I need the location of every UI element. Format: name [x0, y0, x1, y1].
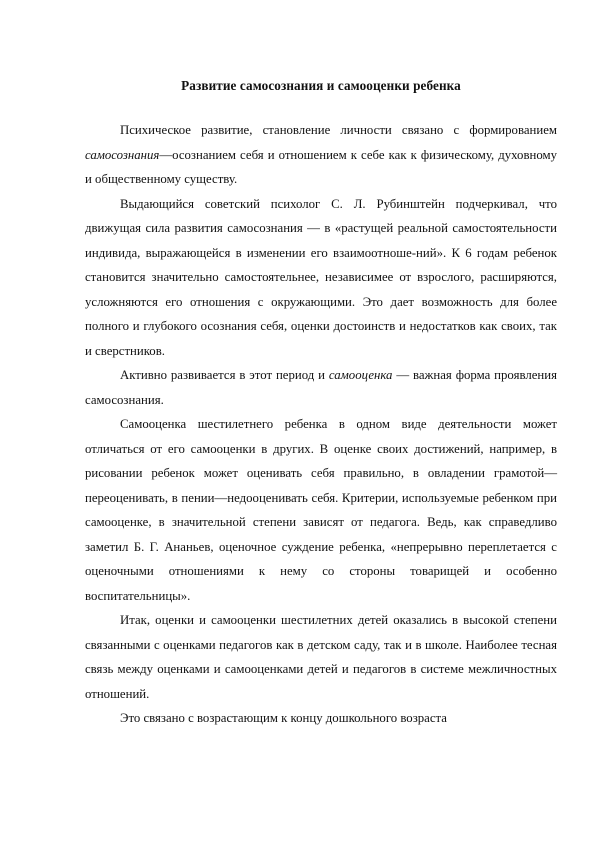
italic-term: самосознания [85, 147, 160, 162]
paragraph-text: Самооценка шестилетнего ребенка в одном виде деятельности может отличаться от его самооценки в других. В оценке своих достижений, например, в рисовании ребенок может оценивать себя правильно, в овладении грамотой—переоценивать, в пении—недооценивать себя. Критерии, используемые ребенком при самооценке, в значительной степени зависят от педагога. Ведь, как справедливо заметил Б. Г. Ананьев, оценочное суждение ребенка, «непрерывно переплетается с оценочными отношениями к нему со стороны товарищей и особенно воспитательницы». [85, 417, 557, 603]
paragraph-text: Активно развивается в этот период и [120, 368, 329, 382]
paragraph-text: Итак, оценки и самооценки шестилетних детей оказались в высокой степени связанными с оценками педагогов как в детском саду, так и в школе. Наиболее тесная связь между оценками и самооценками детей и педагогов в системе межличностных отношений. [85, 613, 557, 701]
paragraph-text: Выдающийся советский психолог С. Л. Рубинштейн подчеркивал, что движущая сила развития самосознания — в «растущей реальной самостоятельности индивида, выражающейся в изменении его взаимоотноше-ний». К 6 годам ребенок становится значительно самостоятельнее, независимее от взрослого, расширяются, усложняются его отношения с окружающими. Это дает возможность для более полного и глубокого осознания себя, оценки достоинств и недостатков как своих, так и сверстников. [85, 196, 557, 358]
document-title: Развитие самосознания и самооценки ребенка [181, 78, 461, 93]
paragraph [85, 608, 557, 706]
paragraph-text: Это связано с возрастающим к концу дошкольного возраста [120, 711, 447, 725]
paragraph-text: — важная форма проявления самосознания. [85, 368, 557, 407]
document-body [85, 118, 557, 731]
paragraph [85, 118, 557, 192]
paragraph [85, 363, 557, 412]
paragraph-text: Психическое развитие, становление личности связано с формированием [120, 123, 557, 137]
paragraph [85, 412, 557, 608]
italic-term: самооценка [328, 368, 393, 382]
paragraph [85, 706, 557, 731]
paragraph [85, 192, 557, 364]
paragraph-text: —осознанием себя и отношением к себе как к физическому, духовному и общественному существу. [85, 147, 557, 186]
